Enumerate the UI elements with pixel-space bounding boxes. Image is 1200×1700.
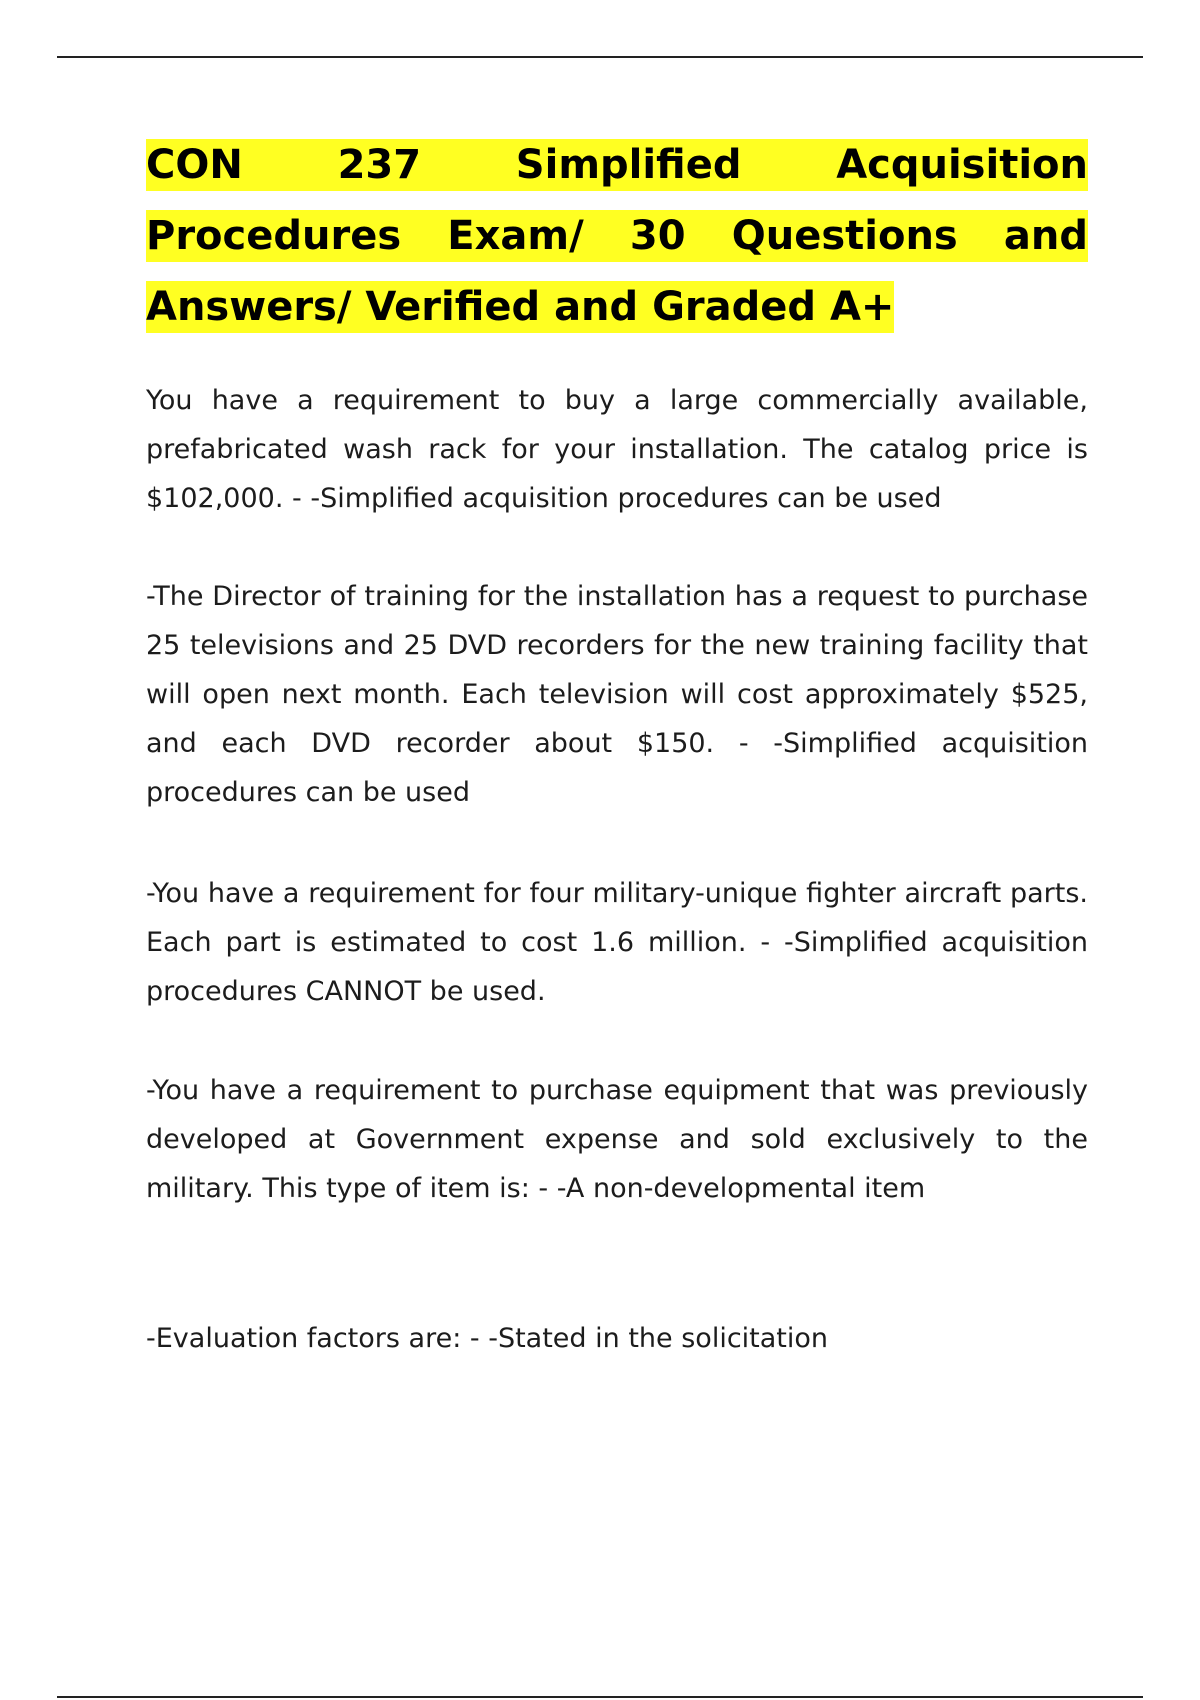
qa-item-4: -You have a requirement to purchase equipment that was previously developed at Government expense and sold exclusively to the military. This type of item is: - -A non-developmental item [146,1075,1088,1204]
qa-item-2: -The Director of training for the installation has a request to purchase 25 televisions and 25 DVD recorders for the new training facility that will open next month. Each television will cost approximately $525, and each DVD recorder about $150. - -Simplified acquisition procedures can be used [146,581,1088,808]
header-rule [57,56,1143,58]
qa-item-5: -Evaluation factors are: - -Stated in the solicitation [146,1323,829,1354]
qa-item-1: You have a requirement to buy a large commercially available, prefabricated wash rack for your installation. The catalog price is $102,000. - -Simplified acquisition procedures can be used [146,385,1088,514]
document-title [146,130,1088,343]
qa-item-3: -You have a requirement for four military-unique fighter aircraft parts. Each part is estimated to cost 1.6 million. - -Simplified acquisition procedures CANNOT be used. [146,878,1088,1007]
footer-rule [57,1696,1143,1698]
title-highlight: CON 237 Simplified Acquisition Procedures Exam/ 30 Questions and Answers/ Verified and Graded A+ [146,139,1088,333]
